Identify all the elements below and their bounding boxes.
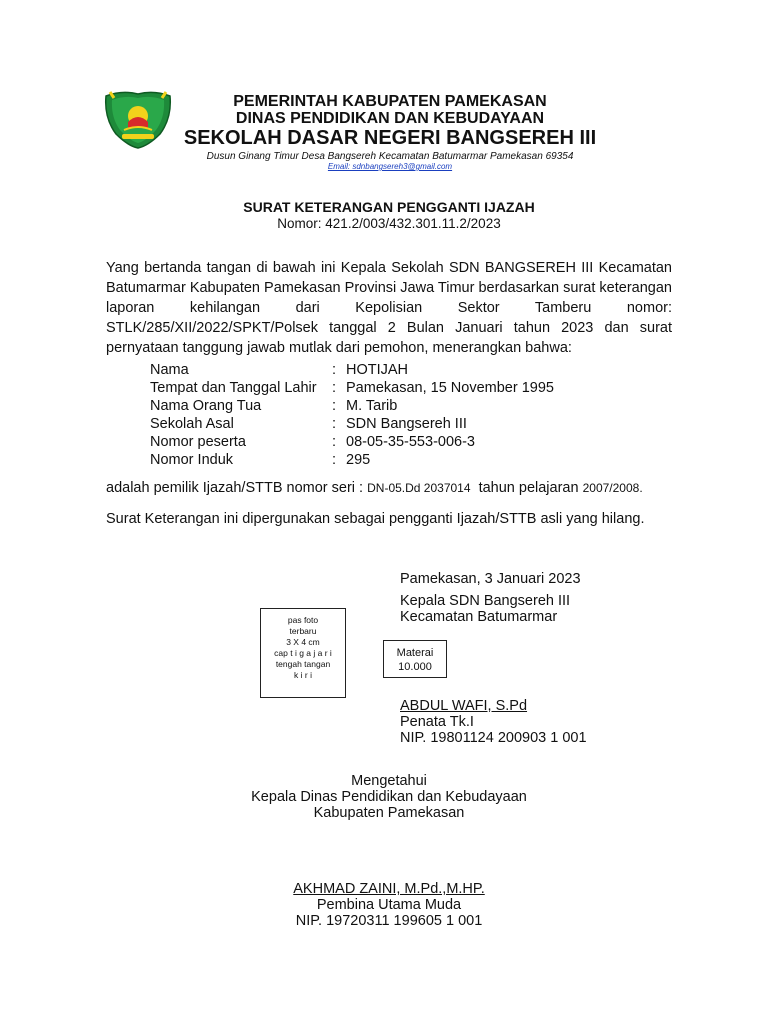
header-school: SEKOLAH DASAR NEGERI BANGSEREH III (183, 127, 597, 149)
photo-line: 3 X 4 cm (286, 637, 320, 647)
detail-value: HOTIJAH (346, 362, 409, 378)
header-government: PEMERINTAH KABUPATEN PAMEKASAN (233, 93, 547, 110)
detail-colon: : (332, 398, 337, 414)
photo-line: cap t i g a j a r i (274, 648, 332, 658)
photo-placeholder-box (260, 608, 346, 698)
detail-value: 08-05-35-553-006-3 (346, 434, 475, 450)
detail-row-name (150, 361, 554, 379)
academic-year: 2007/2008. (582, 481, 643, 495)
approval-label: Mengetahui (351, 773, 427, 789)
approval-position-2: Kabupaten Pamekasan (313, 805, 465, 821)
detail-label: Tempat dan Tanggal Lahir (150, 380, 317, 396)
detail-colon: : (332, 452, 337, 468)
detail-colon: : (332, 380, 337, 396)
detail-value: 295 (346, 452, 371, 468)
detail-label: Nomor Induk (150, 452, 234, 468)
detail-colon: : (332, 362, 337, 378)
photo-line: tengah tangan (275, 659, 331, 669)
regency-logo (100, 88, 176, 150)
signature-place-date: Pamekasan, 3 Januari 2023 (400, 571, 581, 587)
letter-title: SURAT KETERANGAN PENGGANTI IJAZAH (243, 199, 535, 215)
detail-colon: : (332, 416, 337, 432)
approver-name: AKHMAD ZAINI, M.Pd.,M.HP. (293, 881, 485, 897)
photo-line: pas foto (287, 615, 319, 625)
intro-paragraph: Yang bertanda tangan di bawah ini Kepala Sekolah SDN BANGSEREH III Kecamatan Batumarmar Kabupaten Pamekasan Provinsi Jawa Timur berdasarkan surat keterangan laporan kehilangan dari Kepolisian Sektor Tamberu nomor: STLK/285/XII/2022/SPKT/Polsek tanggal 2 Bulan Januari tahun 2023 dan surat pernyataan tanggung jawab mutlak dari pemohon, menerangkan bahwa: (106, 260, 672, 356)
student-details (150, 361, 554, 469)
signature-position-1: Kepala SDN Bangsereh III (400, 593, 571, 609)
detail-label: Sekolah Asal (150, 416, 234, 432)
certificate-serial: DN-05.Dd 2037014 (367, 481, 471, 495)
detail-label: Nama Orang Tua (150, 398, 262, 414)
owner-prefix: adalah pemilik Ijazah/STTB nomor seri : (106, 480, 364, 496)
signer-name: ABDUL WAFI, S.Pd (400, 698, 528, 714)
detail-row-school (150, 415, 554, 433)
detail-value: Pamekasan, 15 November 1995 (346, 380, 554, 396)
detail-row-participant-number (150, 433, 554, 451)
materai-value: 10.000 (398, 661, 432, 673)
detail-label: Nomor peserta (150, 434, 246, 450)
detail-row-parent (150, 397, 554, 415)
photo-line: k i r i (294, 670, 312, 680)
photo-line: terbaru (289, 626, 317, 636)
signer-rank: Penata Tk.I (400, 714, 474, 730)
approver-nip: NIP. 19720311 199605 1 001 (295, 913, 483, 929)
detail-row-student-number (150, 451, 554, 469)
detail-value: SDN Bangsereh III (346, 416, 467, 432)
materai-stamp-box (383, 640, 447, 678)
usage-statement: Surat Keterangan ini dipergunakan sebagai pengganti Ijazah/STTB asli yang hilang. (106, 511, 645, 527)
letter-number: Nomor: 421.2/003/432.301.11.2/2023 (277, 216, 501, 231)
detail-row-birth (150, 379, 554, 397)
detail-value: M. Tarib (346, 398, 398, 414)
header-address: Dusun Ginang Timur Desa Bangsereh Kecamatan Batumarmar Pamekasan 69354 (206, 151, 574, 162)
year-prefix: tahun pelajaran (478, 480, 579, 496)
signer-nip: NIP. 19801124 200903 1 001 (400, 730, 587, 746)
approver-rank: Pembina Utama Muda (316, 897, 462, 913)
header-department: DINAS PENDIDIKAN DAN KEBUDAYAAN (235, 110, 545, 127)
detail-label: Nama (150, 362, 189, 378)
materai-label: Materai (396, 647, 434, 659)
certificate-owner-line (106, 480, 643, 496)
signature-position-2: Kecamatan Batumarmar (400, 609, 558, 625)
detail-colon: : (332, 434, 337, 450)
header-email-link[interactable]: Email: sdnbangsereh3@gmail.com (327, 162, 453, 171)
approval-position-1: Kepala Dinas Pendidikan dan Kebudayaan (251, 789, 527, 805)
